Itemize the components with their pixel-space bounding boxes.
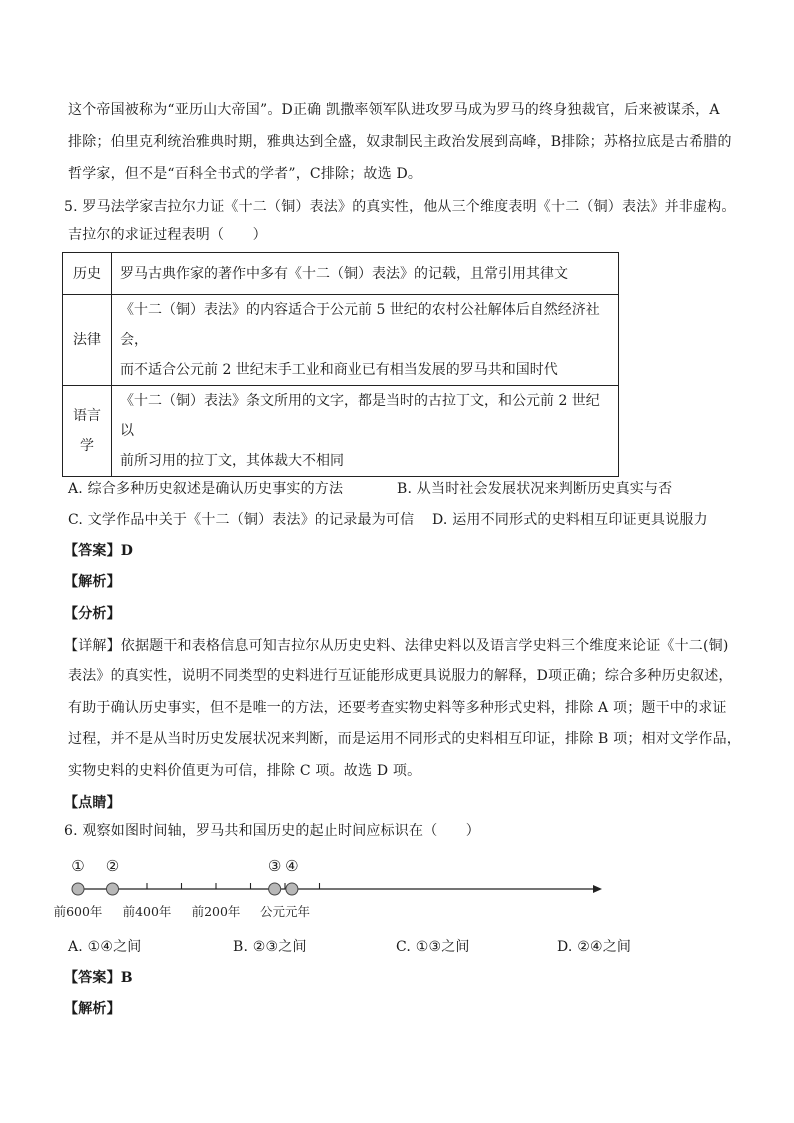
q5-stem-line: 吉拉尔的求证过程表明（ ） bbox=[68, 227, 267, 243]
q5-fenxi-heading: 【分析】 bbox=[64, 606, 121, 622]
timeline-arrow bbox=[593, 885, 602, 893]
q5-dianjing-heading: 【点睛】 bbox=[64, 795, 121, 811]
q6-option-d: D. ②④之间 bbox=[557, 939, 632, 955]
timeline-axis-label: 前200年 bbox=[191, 904, 241, 919]
q6-option-c: C. ①③之间 bbox=[396, 939, 470, 955]
q5-stem-line: 5. 罗马法学家吉拉尔力证《十二（铜）表法》的真实性，他从三个维度表明《十二（铜）表法》并非虚构。 bbox=[64, 199, 736, 215]
intro-line: 排除；伯里克利统治雅典时期，雅典达到全盛，奴隶制民主政治发展到高峰，B排除；苏格拉底是古希腊的 bbox=[68, 134, 732, 150]
q5-jiexi-heading: 【解析】 bbox=[64, 574, 121, 590]
q5-detail-line: 【详解】依据题干和表格信息可知吉拉尔从历史史料、法律史料以及语言学史料三个维度来论证《十二(铜) bbox=[64, 638, 729, 654]
q6-option-a: A. ①④之间 bbox=[68, 939, 142, 955]
timeline-axis-label: 前600年 bbox=[53, 904, 103, 919]
q5-option-b: B. 从当时社会发展状况来判断历史真实与否 bbox=[397, 481, 673, 497]
table-row bbox=[63, 295, 619, 386]
table-row-content: 《十二（铜）表法》条文所用的文字，都是当时的古拉丁文，和公元前 2 世纪以 前所习用的拉丁文，其体裁大不相同 bbox=[112, 386, 619, 477]
timeline-marker bbox=[107, 883, 119, 895]
intro-line: 这个帝国被称为“亚历山大帝国”。D正确 凯撒率领军队进攻罗马成为罗马的终身独裁官，后来被谋杀，A bbox=[68, 102, 720, 118]
q5-detail-line: 实物史料的史料价值更为可信，排除 C 项。故选 D 项。 bbox=[68, 763, 422, 779]
table-row-head: 语言 学 bbox=[63, 386, 112, 477]
timeline-marker bbox=[72, 883, 84, 895]
timeline-marker-label: ② bbox=[105, 857, 120, 875]
q6-stem: 6. 观察如图时间轴，罗马共和国历史的起止时间应标识在（ ） bbox=[64, 823, 481, 839]
timeline-axis-label: 前400年 bbox=[122, 904, 172, 919]
q5-detail-line: 有助于确认历史事实，但不是唯一的方法，还要考查实物史料等多种形式史料，排除 A 项；题干中的求证 bbox=[68, 700, 727, 716]
table-row-content: 罗马古典作家的著作中多有《十二（铜）表法》的记载，且常引用其律文 bbox=[112, 253, 619, 295]
table-row-head: 历史 bbox=[63, 253, 112, 295]
q6-jiexi-heading: 【解析】 bbox=[64, 1001, 121, 1017]
table-row bbox=[63, 253, 619, 295]
table-row-head: 法律 bbox=[63, 295, 112, 386]
table-row bbox=[63, 386, 619, 477]
table-row-content: 《十二（铜）表法》的内容适合于公元前 5 世纪的农村公社解体后自然经济社会， 而不适合公元前 2 世纪末手工业和商业已有相当发展的罗马共和国时代 bbox=[112, 295, 619, 386]
timeline-marker-label: ③ bbox=[267, 857, 282, 875]
timeline-marker bbox=[286, 883, 298, 895]
intro-line: 哲学家，但不是“百科全书式的学者”，C排除；故选 D。 bbox=[68, 166, 423, 182]
timeline-marker-label: ① bbox=[71, 857, 85, 875]
q6-option-b: B. ②③之间 bbox=[233, 939, 307, 955]
q5-option-d: D. 运用不同形式的史料相互印证更具说服力 bbox=[432, 512, 708, 528]
q6-answer: 【答案】B bbox=[64, 970, 133, 986]
q6-timeline bbox=[53, 852, 620, 922]
q5-detail-line: 过程，并不是从当时历史发展状况来判断，而是运用不同形式的史料相互印证，排除 B 项；相对文学作品， bbox=[68, 731, 741, 747]
q5-answer: 【答案】D bbox=[64, 543, 134, 559]
timeline-marker-label: ④ bbox=[285, 857, 299, 875]
timeline-axis-label: 公元元年 bbox=[259, 904, 311, 919]
q5-detail-line: 表法》的真实性，说明不同类型的史料进行互证能形成更具说服力的解释，D项正确；综合多种历史叙述， bbox=[68, 668, 733, 684]
q5-option-a: A. 综合多种历史叙述是确认历史事实的方法 bbox=[68, 481, 344, 497]
q5-source-table bbox=[62, 252, 619, 477]
q5-option-c: C. 文学作品中关于《十二（铜）表法》的记录最为可信 bbox=[68, 512, 415, 528]
timeline-marker bbox=[269, 883, 281, 895]
